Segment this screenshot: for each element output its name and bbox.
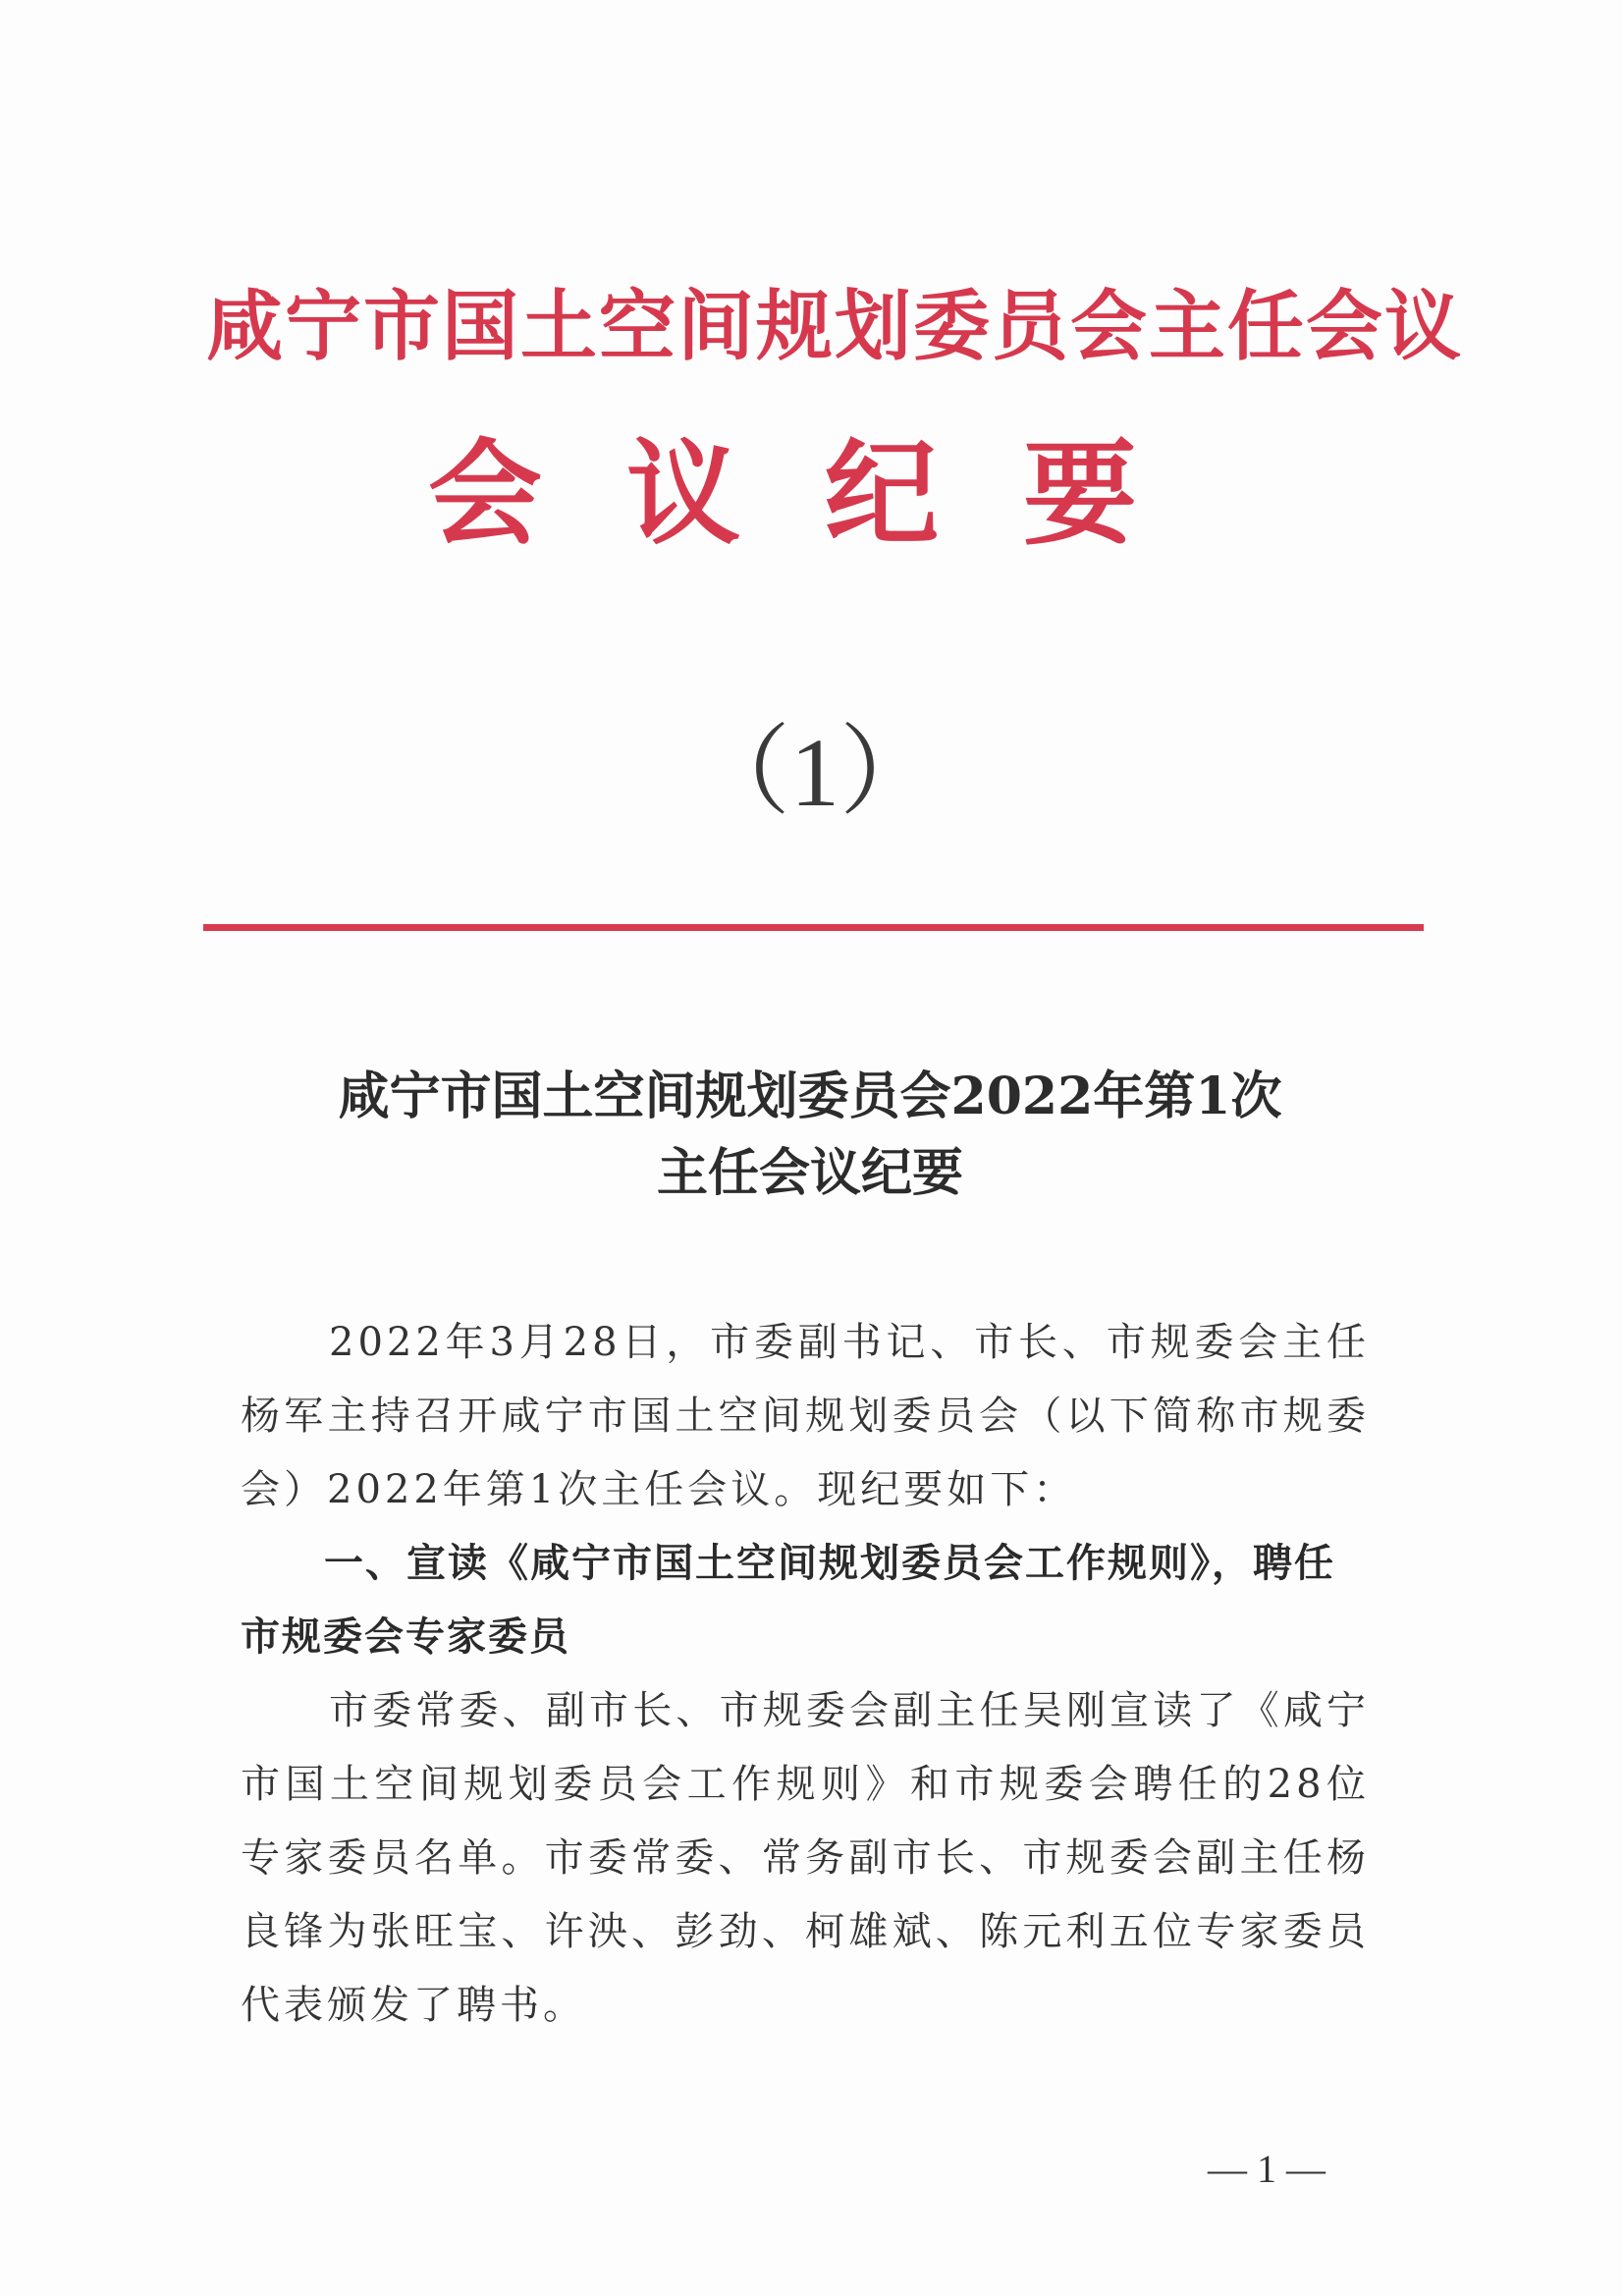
issue-number: （1） — [692, 718, 938, 827]
section1-heading: 一、宣读《咸宁市国土空间规划委员会工作规则》，聘任市规委会专家委员 — [241, 1541, 1335, 1660]
intro-paragraph: 2022年3月28日，市委副书记、市长、市规委会主任杨军主持召开咸宁市国土空间规划委员会（以下简称市规委会）2022年第1次主任会议。现纪要如下： — [241, 1320, 1370, 1512]
masthead-subtitle: 会议纪要 — [428, 427, 1221, 561]
red-divider-rule — [203, 924, 1424, 931]
document-title — [196, 1059, 1424, 1212]
document-title-line2: 主任会议纪要 — [656, 1143, 963, 1203]
document-title-line1: 咸宁市国土空间规划委员会2022年第1次 — [338, 1066, 1282, 1126]
masthead-title: 咸宁市国土空间规划委员会主任会议 — [206, 283, 1464, 371]
section1-paragraph: 市委常委、副市长、市规委会副主任吴刚宣读了《咸宁市国土空间规划委员会工作规则》和市规委会聘任的28位专家委员名单。市委常委、常务副市长、市规委会副主任杨良锋为张旺宝、许泱、彭劲、柯雄斌、陈元利五位专家委员代表颁发了聘书。 — [241, 1688, 1370, 2028]
page-number: — 1 — — [1208, 2147, 1325, 2191]
